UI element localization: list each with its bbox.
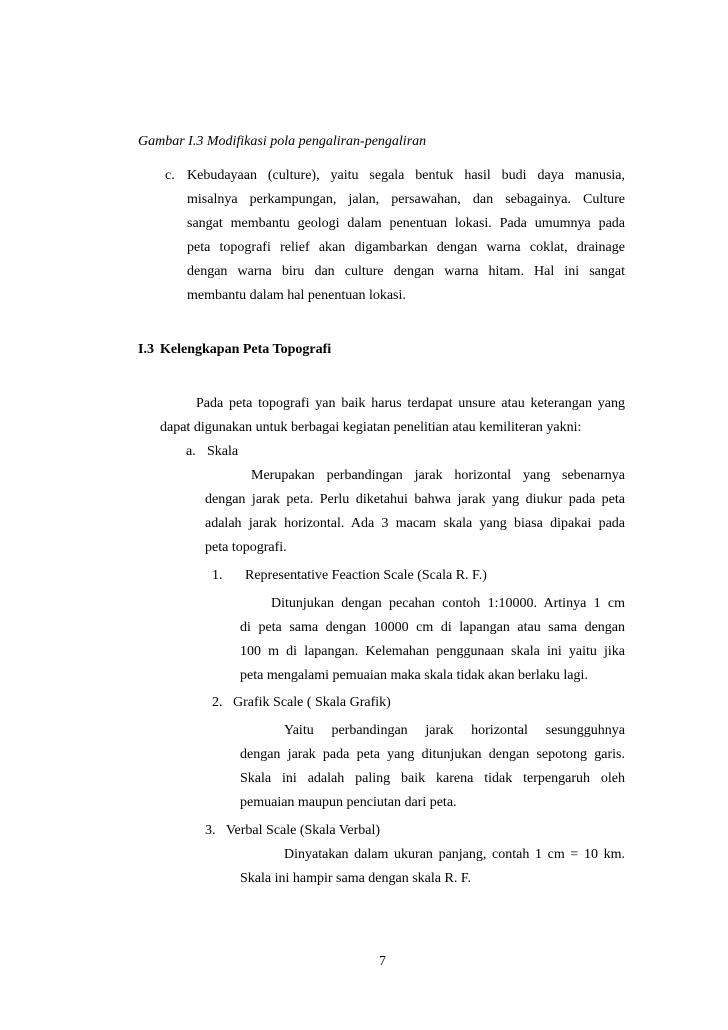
section-number: I.3 [138,342,154,357]
scale-1-line: Ditunjukan dengan pecahan contoh 1:10000. Artinya 1 cm [271,596,625,611]
scale-1-line: peta mengalami pemuaian maka skala tidak akan berlaku lagi. [240,668,588,683]
item-a-line: peta topografi. [205,540,287,555]
scale-3-marker: 3. [205,823,216,838]
item-c-line: membantu dalam hal penentuan lokasi. [187,288,406,303]
item-a-line: adalah jarak horizontal. Ada 3 macam skala yang biasa dipakai pada [205,516,625,531]
intro-line: dapat digunakan untuk berbagai kegiatan penelitian atau kemiliteran yakni: [160,420,582,435]
scale-2-line: Skala ini adalah paling baik karena tidak terpengaruh oleh [240,771,625,786]
scale-3-line: Skala ini hampir sama dengan skala R. F. [240,871,471,886]
scale-3-line: Dinyatakan dalam ukuran panjang, contah 1 cm = 10 km. [284,847,625,862]
item-c-line: misalnya perkampungan, jalan, persawahan, dan sebagainya. Culture [187,192,625,207]
scale-1-marker: 1. [212,568,223,583]
scale-1-title: Representative Feaction Scale (Scala R. F.) [245,568,487,583]
item-c-marker: c. [165,168,175,183]
item-a-title: Skala [207,444,239,459]
item-a-line: Merupakan perbandingan jarak horizontal yang sebenarnya [251,468,625,483]
page-number: 7 [379,954,386,969]
scale-2-title: Grafik Scale ( Skala Grafik) [233,695,391,710]
item-a-line: dengan jarak peta. Perlu diketahui bahwa jarak yang diukur pada peta [205,492,625,507]
scale-3-title: Verbal Scale (Skala Verbal) [226,823,381,838]
scale-2-line: dengan jarak pada peta yang ditunjukan dengan sepotong garis. [240,747,625,762]
scale-2-line: pemuaian maupun penciutan dari peta. [240,795,457,810]
figure-caption: Gambar I.3 Modifikasi pola pengaliran-pengaliran [138,134,427,149]
item-c-line: peta topografi relief akan digambarkan dengan warna coklat, drainage [187,240,625,255]
scale-1-line: di peta sama dengan 10000 cm di lapangan atau sama dengan [240,620,625,635]
item-c-line: sangat membantu geologi dalam penentuan lokasi. Pada umumnya pada [187,216,625,231]
scale-1-line: 100 m di lapangan. Kelemahan penggunaan skala ini yaitu jika [240,644,625,659]
intro-line: Pada peta topografi yan baik harus terdapat unsure atau keterangan yang [196,396,625,411]
scale-2-line: Yaitu perbandingan jarak horizontal sesungguhnya [284,723,625,738]
item-c-line: dengan warna biru dan culture dengan warna hitam. Hal ini sangat [187,264,625,279]
scale-2-marker: 2. [212,695,223,710]
item-a-marker: a. [186,444,196,459]
item-c-line: Kebudayaan (culture), yaitu segala bentuk hasil budi daya manusia, [187,168,625,183]
section-title: Kelengkapan Peta Topografi [160,342,332,357]
